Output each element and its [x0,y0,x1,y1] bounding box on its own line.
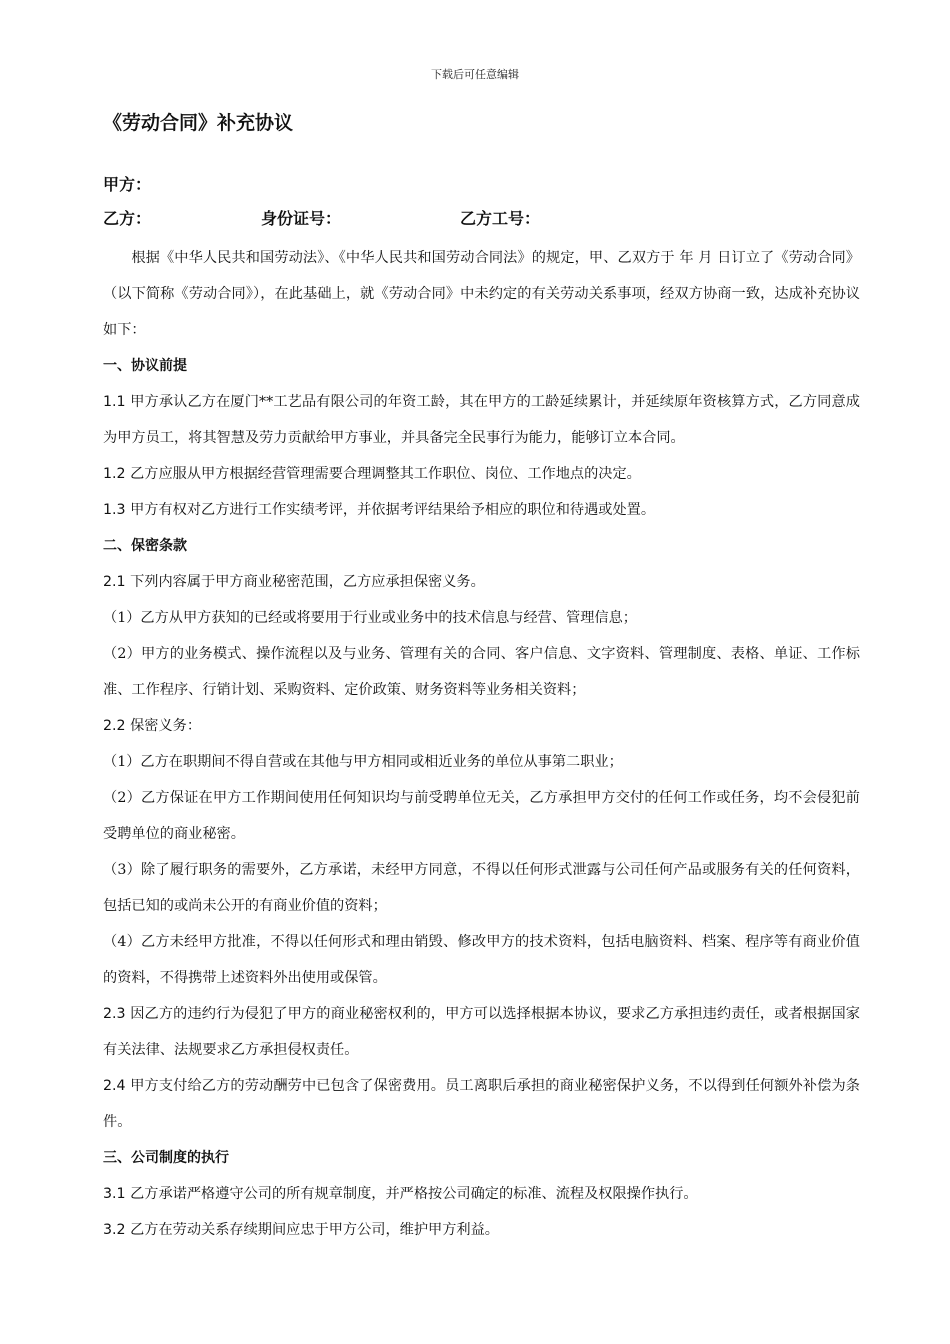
clause-item: （2）甲方的业务模式、操作流程以及与业务、管理有关的合同、客户信息、文字资料、管理制度、表格、单证、工作标准、工作程序、行销计划、采购资料、定价政策、财务资料等业务相关资料； [103,646,860,698]
clause-text: 乙方承诺严格遵守公司的所有规章制度，并严格按公司确定的标准、流程及权限操作执行。 [130,1186,698,1202]
party-a-label: 甲方： [103,175,152,194]
page-header: 下载后可任意编辑 [431,68,519,81]
clause-text: 甲方承认乙方在厦门**工艺品有限公司的年资工龄，其在甲方的工龄延续累计，并延续原年资核算方式，乙方同意成为甲方员工，将其智慧及劳力贡献给甲方事业，并具备完全民事行为能力，能够订立本合同。 [103,394,860,446]
clause-item: （2）乙方保证在甲方工作期间使用任何知识均与前受聘单位无关，乙方承担甲方交付的任何工作或任务，均不会侵犯前受聘单位的商业秘密。 [103,790,860,842]
clause-item: （1）乙方从甲方获知的已经或将要用于行业或业务中的技术信息与经营、管理信息； [103,610,637,626]
clause [103,1068,860,1140]
clause [103,384,860,456]
section-heading: 一、协议前提 [103,358,187,374]
clause [103,492,860,528]
clause-text: 因乙方的违约行为侵犯了甲方的商业秘密权利的，甲方可以选择根据本协议，要求乙方承担违约责任，或者根据国家有关法律、法规要求乙方承担侵权责任。 [103,1006,860,1058]
staff-number-label: 乙方工号： [460,209,541,228]
document-title: 《劳动合同》补充协议 [103,112,294,134]
clause [103,996,860,1068]
clause [103,1176,860,1212]
clause-item: （3）除了履行职务的需要外，乙方承诺，未经甲方同意，不得以任何形式泄露与公司任何产品或服务有关的任何资料，包括已知的或尚未公开的有商业价值的资料； [103,862,860,914]
clause-text: 甲方支付给乙方的劳动酬劳中已包含了保密费用。员工离职后承担的商业秘密保护义务，不以得到任何额外补偿为条件。 [103,1078,860,1130]
section-heading: 二、保密条款 [103,538,187,554]
clause [103,1212,860,1248]
clause-text: 下列内容属于甲方商业秘密范围，乙方应承担保密义务。 [130,574,485,590]
clause-number: 2.3 [103,1006,126,1022]
intro-paragraph: 根据《中华人民共和国劳动法》、《中华人民共和国劳动合同法》的规定，甲、乙双方于 年 月 日订立了《劳动合同》（以下简称《劳动合同》），在此基础上，就《劳动合同》中未约定的有关劳动关系事项，经双方协商一致，达成补充协议如下： [103,250,860,338]
clause-number: 3.1 [103,1186,126,1202]
clause-number: 2.1 [103,574,126,590]
section-heading: 三、公司制度的执行 [103,1150,229,1166]
clause [103,708,860,744]
clause-text: 甲方有权对乙方进行工作实绩考评，并依据考评结果给予相应的职位和待遇或处置。 [130,502,656,518]
clause-text: 乙方应服从甲方根据经营管理需要合理调整其工作职位、岗位、工作地点的决定。 [130,466,641,482]
clause-number: 2.2 [103,718,126,734]
clause-number: 1.3 [103,502,126,518]
id-number-label: 身份证号： [261,209,342,228]
clause-text: 保密义务： [130,718,202,734]
clause [103,456,860,492]
clause-number: 1.1 [103,394,126,410]
party-b-label: 乙方： [103,209,152,228]
clause-text: 乙方在劳动关系存续期间应忠于甲方公司，维护甲方利益。 [130,1222,499,1238]
clause-item: （1）乙方在职期间不得自营或在其他与甲方相同或相近业务的单位从事第二职业； [103,754,623,770]
clause-number: 3.2 [103,1222,126,1238]
clause-item: （4）乙方未经甲方批准，不得以任何形式和理由销毁、修改甲方的技术资料，包括电脑资料、档案、程序等有商业价值的资料，不得携带上述资料外出使用或保管。 [103,934,860,986]
clause-number: 1.2 [103,466,126,482]
clause [103,564,860,600]
clause-number: 2.4 [103,1078,126,1094]
document-body [103,240,860,1248]
